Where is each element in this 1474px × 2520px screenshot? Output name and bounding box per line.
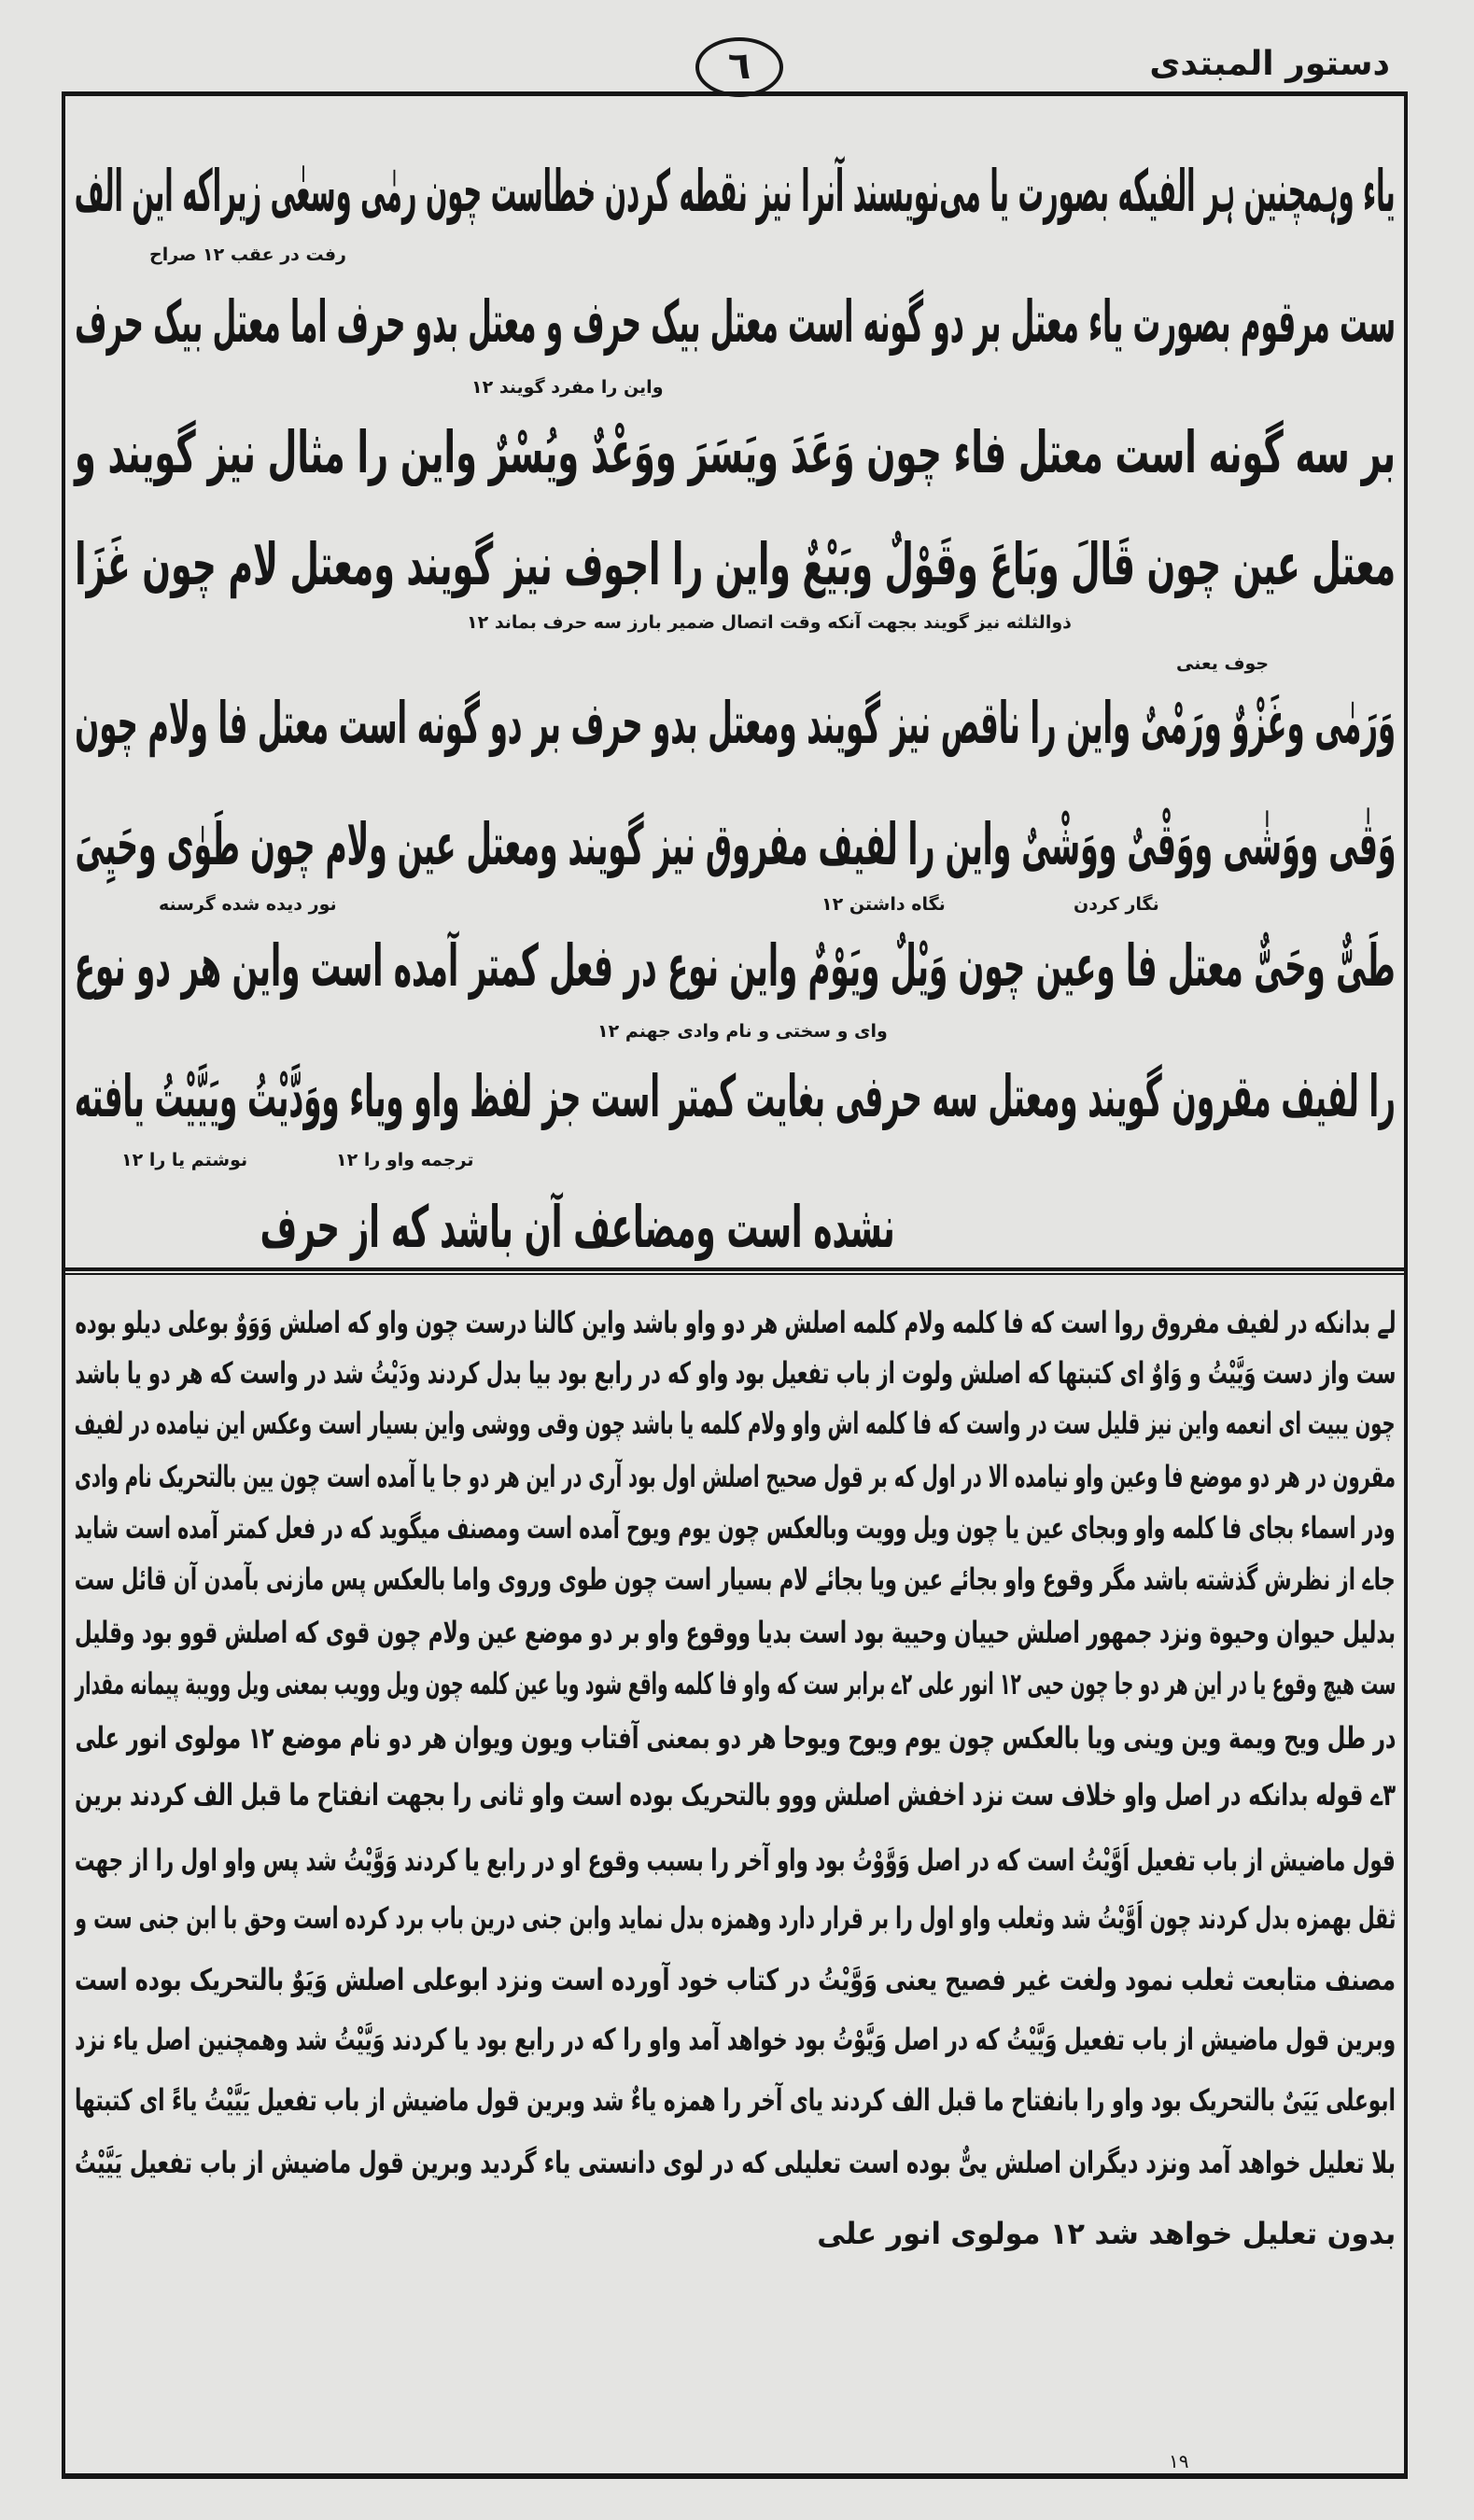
interlinear-gloss: ذوالثلثه نیز گویند بجهت آنکه وقت اتصال ضمیر بارز سه حرف بماند ۱۲ (467, 612, 1072, 633)
book-title-header: دستور المبتدی (1149, 45, 1390, 83)
page-number: ٦ (695, 37, 783, 97)
interlinear-gloss: نگاه داشتن ۱۲ (821, 894, 946, 915)
interlinear-gloss: جوف یعنی (1176, 653, 1270, 674)
footnote-line: ابوعلی یَیَیٌ بالتحریک بود واو را بانفتاح ما قبل الف کردند یای آخر را همزه یاءٌ شد وبرین قول ماضیش از باب تفعیل یَیَّیْتُ یاءً ای کتبتها (75, 2082, 1396, 2118)
text-line: نشده است ومضاعف آن باشد که از حرف (260, 1193, 895, 1261)
footnote-line: چون یبیت ای انعمه واین نیز قلیل ست در واست که فا کلمه اش واو ولام کلمه یا باشد چون وقی ووشی واین بسیار است وعکس این نیامده در لفیف (75, 1406, 1396, 1441)
footnote-line: ۳ے قوله بدانکه در اصل واو خلاف ست نزد اخفش اصلش ووو بالتحریک بوده است واو ثانی را بجهت انفتاح ما قبل الف کردند برین (75, 1777, 1396, 1813)
text-line: وَرَمٰی وغَزْوٌ ورَمْیٌ واین را ناقص نیز گویند ومعتل بدو حرف بر دو گونه است معتل فا ولام چون (75, 689, 1396, 757)
footnote-line: مصنف متابعت ثعلب نمود ولغت غیر فصیح یعنی وَوَّیْتُ در کتاب خود آورده است ونزد ابوعلی اصلش وَیَوٌ بالتحریک بوده است (75, 1962, 1396, 1997)
footnote-line: لے بدانکه در لفیف مفروق روا است که فا کلمه ولام کلمه اصلش هر دو واو باشد واین کالنا درست چون واو که اصلش وَوَوٌ بوعلی دیلو بوده (75, 1305, 1396, 1340)
interlinear-gloss: ترجمه واو را ۱۲ (336, 1150, 474, 1170)
footnote-line: ست هیچ وقوع یا در این هر دو جا چون حیی ۱۲ انور علی ۲ے برابر ست که واو فا کلمه واقع شود ویا عین کلمه چون ویل وویب بمعنی ویل وویبة پیمانه مقدار (74, 1666, 1396, 1701)
footnote-line: قول ماضیش از باب تفعیل اَوَّیْتُ است که در اصل وَوَّوْتُ بود واو آخر را بسبب وقوع او در رابع یا کردند وَوَّیْتُ شد پس واو اول را از جهت (75, 1842, 1396, 1878)
interlinear-gloss: وای و سختی و نام وادی جهنم ۱۲ (597, 1021, 888, 1042)
footnote-line: بدلیل حیوان وحیوة ونزد جمهور اصلش حییان وحییة بود است بدیا ووقوع واو بر دو موضع عین ولام چون قوی که اصلش قوو بود وقلیل (75, 1615, 1396, 1650)
text-line: بر سه گونه است معتل فاء چون وَعَدَ ویَسَرَ ووَعْدٌ ویُسْرٌ واین را مثال نیز گویند و (75, 418, 1396, 486)
interlinear-gloss: واین را مفرد گویند ۱۲ (471, 377, 664, 398)
text-line: وَقٰی ووَشٰی ووَقْیٌ ووَشْیٌ واین را لفیف مفروق نیز گویند ومعتل عین ولام چون طَوٰی وحَیِیَ (74, 810, 1396, 878)
text-line: طَیٌّ وحَیٌّ معتل فا وعین چون وَیْلٌ ویَوْمٌ واین نوع در فعل کمتر آمده است واین هر دو نوع (75, 931, 1396, 1000)
footnote-line: وبرین قول ماضیش از باب تفعیل وَیَّیْتُ که در اصل وَیَّوْتُ بود خواهد آمد واو را که در رابع بود یا کردند وَیَّیْتُ شد وهمچنین اصل یاء نزد (75, 2022, 1396, 2057)
footnote-line: ودر اسماء بجای فا کلمه واو وبجای عین یا چون ویل وویت وبالعکس چون یوم ویوح آمده است ومصنف میگوید که در فعل کمتر آمده است شاید (75, 1510, 1396, 1546)
interlinear-gloss: نوشتم یا را ۱۲ (121, 1150, 248, 1170)
interlinear-gloss: نگار کردن (1074, 894, 1159, 915)
interlinear-gloss: نور دیده شده گرسنه (159, 894, 337, 915)
footnote-line: ثقل بهمزه بدل کردند چون اَوَّیْتُ شد وثعلب واو اول را بر قرار دارد وهمزه بدل نماید وابن جنی درین باب برد کرده است وحق با ابن جنی ست و (75, 1900, 1396, 1936)
footnote-line: ست واز دست وَیَّیْتُ و وَاوٌ ای کتبتها که اصلش ولوت از باب تفعیل بود واو که در رابع بود بیا بدل کردند ودَیْتُ شد در واست که هر دو یا باشد (75, 1355, 1396, 1391)
footnote-line: مقرون در هر دو موضع فا وعین واو نیامده الا در اول که بر قول صحیح اصلش اول بود آری در این هر دو جا یا آمده است چون یین بالتحریک نام وادی (75, 1459, 1396, 1494)
text-line: یاء وہمچنین ہر الفیکه بصورت یا می‌نویسند آنرا نیز نقطه کردن خطاست چون رمٰی وسعٰی زیراکه این الف (75, 157, 1396, 225)
text-line: معتل عین چون قَالَ وبَاعَ وقَوْلٌ وبَیْعٌ واین را اجوف نیز گویند ومعتل لام چون غَزَا (75, 530, 1396, 598)
interlinear-gloss: رفت در عقب ۱۲ صراح (149, 245, 346, 265)
text-line: را لفیف مقرون گویند ومعتل سه حرفی بغایت کمتر است جز لفظ واو ویاء ووَدَّیْتُ ویَیَّیْتُ یافته (75, 1062, 1396, 1130)
footnote-line: جاے از نظرش گذشته باشد مگر وقوع واو بجائے عین ویا بجائے لام بسیار است چون طوی وروی واما بالعکس پس مازنی بآمدن آن قائل ست (75, 1561, 1396, 1597)
footnote-line: بدون تعلیل خواهد شد ۱۲ مولوی انور علی (817, 2216, 1396, 2251)
footnote-line: در طل ویح ویمة وین وینی ویا بالعکس چون یوم ویوح ویوحا هر دو بمعنی آفتاب ویون ویوان هر دو نام موضع ۱۲ مولوی انور علی (75, 1720, 1396, 1756)
text-line: ست مرقوم بصورت یاء معتل بر دو گونه است معتل بیک حرف و معتل بدو حرف اما معتل بیک حرف (75, 287, 1396, 356)
footnote-line: بلا تعلیل خواهد آمد ونزد دیگران اصلش ییٌّ بوده است تعلیلی که در لوی دانستی یاء گردید وبرین قول ماضیش از باب تفعیل یَیَّیْتُ (75, 2145, 1396, 2180)
signature-mark: ۱۹ (1169, 2450, 1189, 2472)
